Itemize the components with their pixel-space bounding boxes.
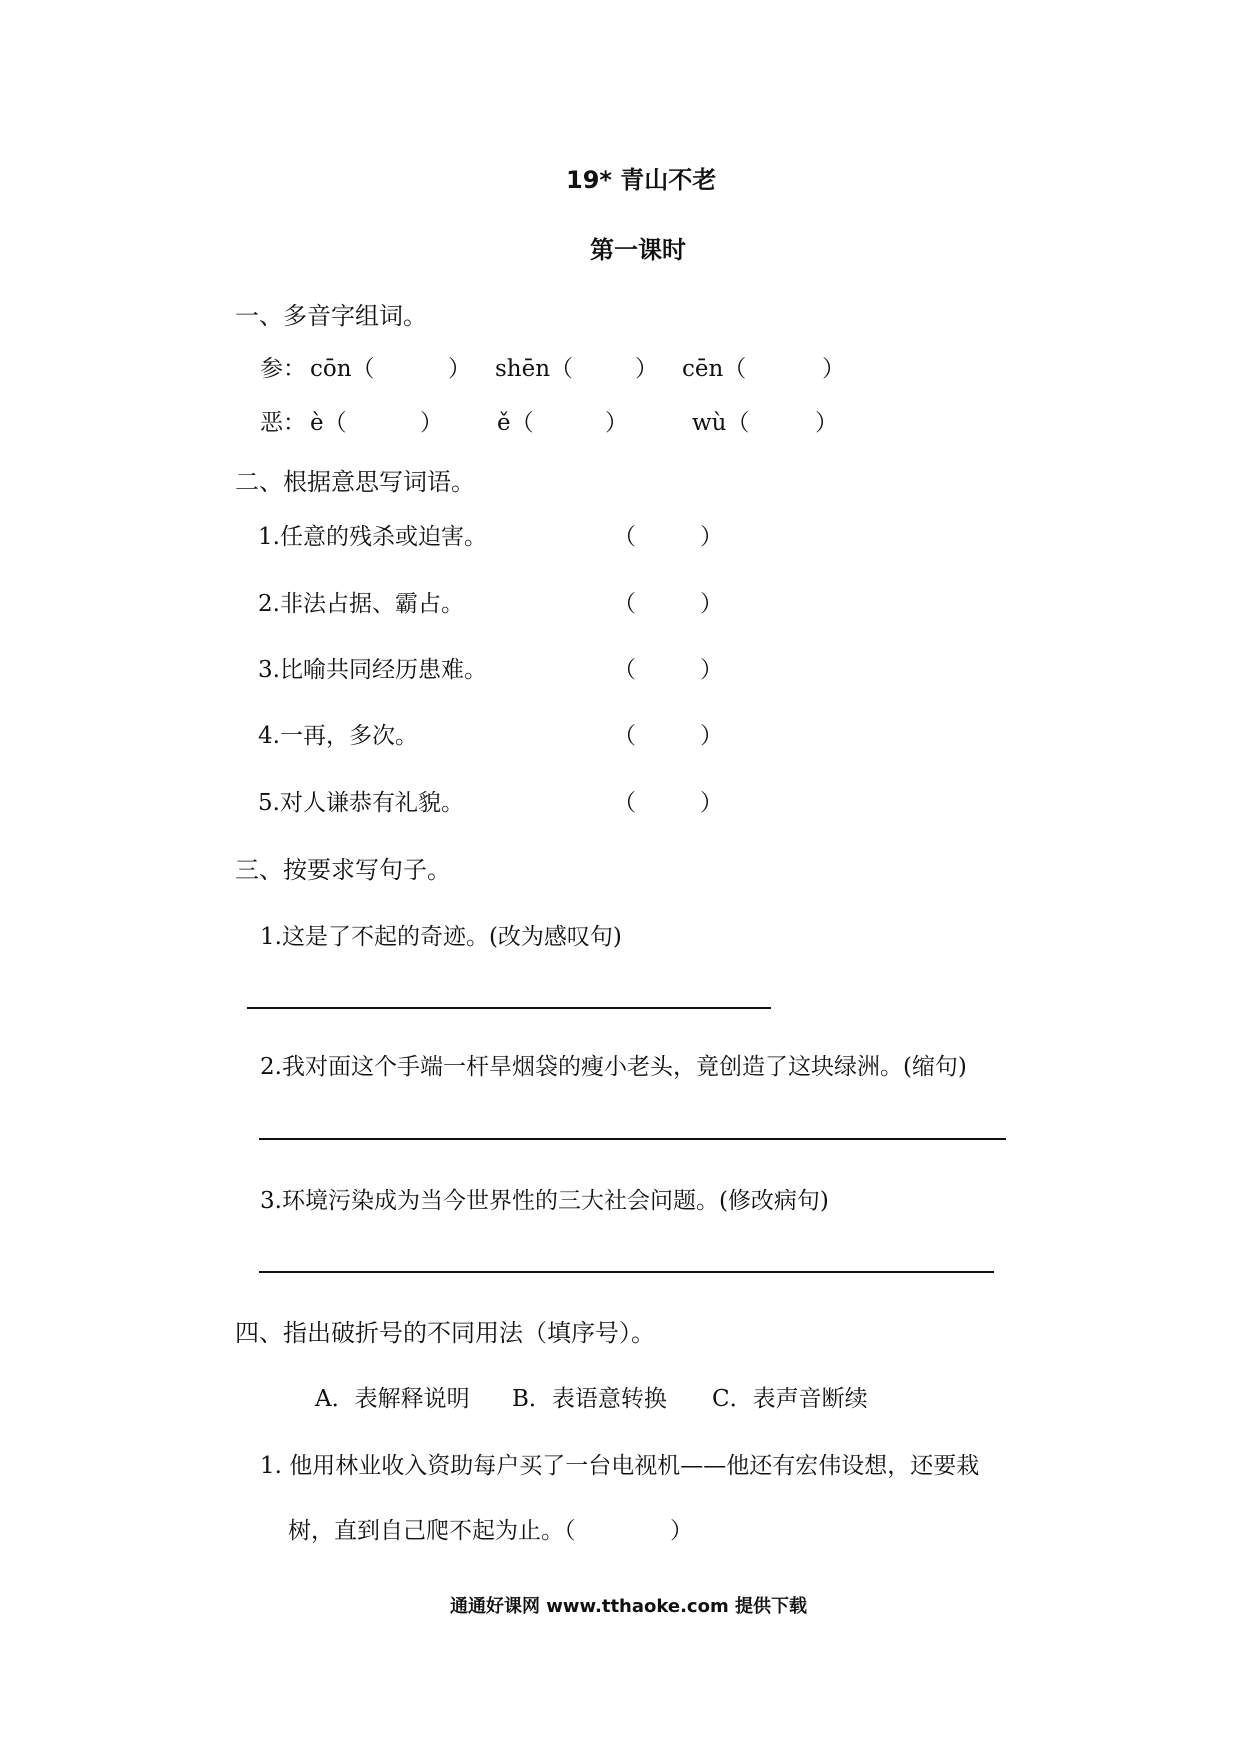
answer-paren-close: ） — [670, 1518, 693, 1544]
pinyin-e3: ě（ — [497, 410, 534, 436]
answer-paren-open: （ — [613, 723, 636, 749]
definition-item: 5.对人谦恭有礼貌。 — [258, 790, 464, 816]
option-b: B．表语意转换 — [512, 1386, 667, 1412]
polyphone-char-e: 恶： — [260, 410, 306, 436]
definition-item: 1.任意的残杀或迫害。 — [258, 524, 487, 550]
sentence-task: 2.我对面这个手端一杆旱烟袋的瘦小老头，竟创造了这块绿洲。(缩句) — [260, 1054, 967, 1080]
answer-paren-open: （ — [613, 524, 636, 550]
option-a: A．表解释说明 — [315, 1386, 470, 1412]
polyphone-char-can: 参： — [260, 356, 306, 382]
pinyin-shen: shēn（ — [495, 356, 574, 382]
answer-paren-open: （ — [613, 591, 636, 617]
pinyin-e4: è（ — [310, 410, 347, 436]
definition-item: 2.非法占据、霸占。 — [258, 591, 464, 617]
pinyin-cen: cēn（ — [682, 356, 747, 382]
paren-close: ） — [815, 410, 838, 436]
section3-heading: 三、按要求写句子。 — [235, 856, 451, 884]
answer-paren-close: ） — [700, 657, 723, 683]
paren-close: ） — [420, 410, 443, 436]
question-text: 1. 他用林业收入资助每户买了一台电视机——他还有宏伟设想，还要栽 — [260, 1453, 980, 1479]
sentence-task: 3.环境污染成为当今世界性的三大社会问题。(修改病句) — [260, 1188, 829, 1214]
answer-paren-close: ） — [700, 524, 723, 550]
lesson-subtitle: 第一课时 — [590, 236, 686, 264]
footer-credit: 通通好课网 www.tthaoke.com 提供下载 — [450, 1596, 807, 1617]
paren-close: ） — [448, 356, 471, 382]
section2-heading: 二、根据意思写词语。 — [235, 468, 475, 496]
answer-paren-close: ） — [700, 790, 723, 816]
definition-item: 3.比喻共同经历患难。 — [258, 657, 487, 683]
answer-paren-open: （ — [613, 657, 636, 683]
definition-item: 4.一再，多次。 — [258, 723, 418, 749]
answer-line[interactable] — [247, 1007, 771, 1009]
paren-close: ） — [635, 356, 658, 382]
option-c: C．表声音断续 — [712, 1386, 868, 1412]
pinyin-con: cōn（ — [310, 356, 375, 382]
section1-heading: 一、多音字组词。 — [235, 302, 427, 330]
answer-paren-open: （ — [613, 790, 636, 816]
pinyin-wu: wù（ — [692, 410, 750, 436]
answer-line[interactable] — [259, 1138, 1006, 1140]
question-text-continued: 树，直到自己爬不起为止。（ — [288, 1518, 576, 1544]
answer-paren-close: ） — [700, 723, 723, 749]
page-title: 19* 青山不老 — [566, 166, 717, 194]
answer-line[interactable] — [259, 1271, 994, 1273]
paren-close: ） — [605, 410, 628, 436]
section4-heading: 四、指出破折号的不同用法（填序号）。 — [235, 1319, 655, 1347]
sentence-task: 1.这是了不起的奇迹。(改为感叹句) — [260, 924, 622, 950]
paren-close: ） — [822, 356, 845, 382]
answer-paren-close: ） — [700, 591, 723, 617]
